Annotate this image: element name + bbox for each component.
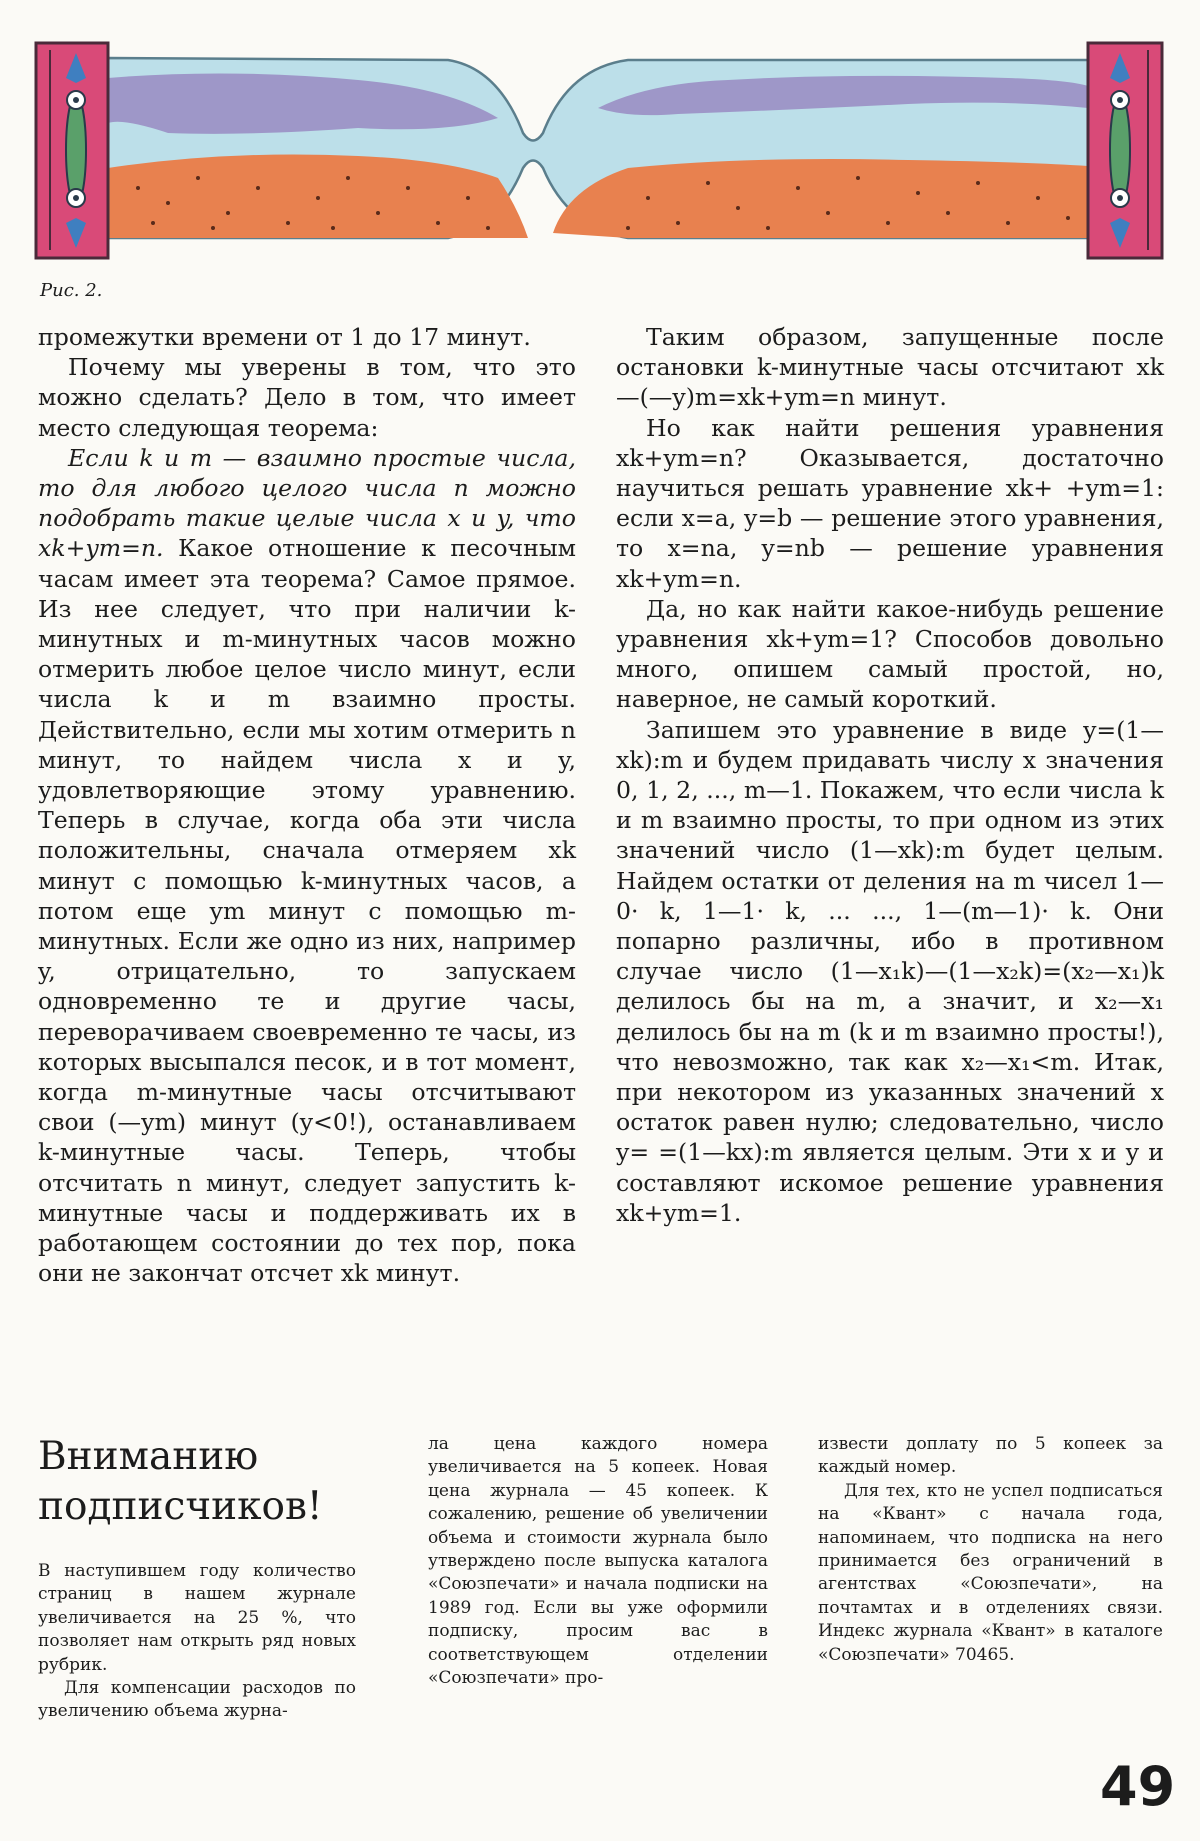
paragraph: Таким образом, запущенные после остановки k-минутные часы отсчитают xk—(—y)m=xk+ym=n минут. bbox=[616, 323, 1164, 412]
article-column-1 bbox=[38, 322, 576, 1289]
notice-column-3 bbox=[818, 1433, 1163, 1667]
article-column-2 bbox=[616, 322, 1164, 1228]
notice-column-1 bbox=[38, 1560, 356, 1724]
notice-title: Вниманию подписчиков! bbox=[38, 1434, 323, 1529]
notice-column-2 bbox=[428, 1433, 768, 1690]
paragraph: Но как найти решения уравнения xk+ym=n? Оказывается, достаточно научиться решать уравнение xk+ +ym=1: если x=a, y=b — решение этого уравнения, то x=na, y=nb — решение уравнения xk+ym=n. bbox=[616, 413, 1164, 593]
paragraph: Для компенсации расходов по увеличению объема журна- bbox=[38, 1678, 356, 1722]
paragraph: промежутки времени от 1 до 17 минут. bbox=[38, 323, 531, 351]
paragraph: Для тех, кто не успел подписаться на «Квант» с начала года, напоминаем, что подписка на него принимается без ограничений в агентствах «Союзпечати», на почтамтах и в отделениях связи. Индекс журнала «Квант» в каталоге «Союзпечати» 70465. bbox=[818, 1480, 1163, 1665]
paragraph: Запишем это уравнение в виде y=(1—xk):m и будем придавать числу x значения 0, 1, 2, ..., m—1. Покажем, что если числа k и m взаимно просты, то при одном из этих значений число (1—xk):m будет целым. Найдем остатки от деления на m чисел 1—0· k, 1—1· k, ... ..., 1—(m—1)· k. Они попарно различны, ибо в противном случае число (1—x₁k)—(1—x₂k)=(x₂—x₁)k делилось бы на m, а значит, и x₂—x₁ делилось бы на m (k и m взаимно просты!), что невозможно, так как x₂—x₁<m. Итак, при некотором из указанных значений x остаток равен нулю; следовательно, число y= =(1—kx):m является целым. Эти x и y и составляют искомое решение уравнения xk+ym=1. bbox=[616, 715, 1164, 1227]
paragraph: ла цена каждого номера увеличивается на 5 копеек. Новая цена журнала — 45 копеек. К сожалению, решение об увеличении объема и стоимости журнала было утверждено после выпуска каталога «Союзпечати» и начала подписки на 1989 год. Если вы уже оформили подписку, просим вас в соответствующем отделении «Союзпечати» про- bbox=[428, 1434, 768, 1689]
hourglass-illustration bbox=[28, 38, 1170, 268]
paragraph: Да, но как найти какое-нибудь решение уравнения xk+ym=1? Способов довольно много, опишем самый простой, но, наверное, не самый короткий. bbox=[616, 594, 1164, 714]
figure-caption: Рис. 2. bbox=[40, 280, 103, 301]
theorem-paragraph bbox=[38, 443, 576, 1289]
paragraph: извести доплату по 5 копеек за каждый номер. bbox=[818, 1434, 1163, 1478]
paragraph: Почему мы уверены в том, что это можно сделать? Дело в том, что имеет место следующая теорема: bbox=[38, 353, 576, 442]
paragraph: В наступившем году количество страниц в нашем журнале увеличивается на 25 %, что позволяет нам открыть ряд новых рубрик. bbox=[38, 1561, 356, 1675]
page-number: 49 bbox=[1100, 1755, 1176, 1818]
right-sand bbox=[553, 159, 1088, 238]
paragraph-text: Какое отношение к песочным часам имеет эта теорема? Самое прямое. Из нее следует, что при наличии k-минутных и m-минутных часов можно отмерить любое целое число минут, если числа k и m взаимно просты. Действительно, если мы хотим отмерить n минут, то найдем числа x и y, удовлетворяющие этому уравнению. Теперь в случае, когда оба эти числа положительны, сначала отмеряем xk минут с помощью k-минутных часов, а потом еще ym минут с помощью m-минутных. Если же одно из них, например y, отрицательно, то запускаем одновременно те и другие часы, переворачиваем своевременно те часы, из которых высыпался песок, и в тот момент, когда m-минутные часы отсчитывают свои (—ym) минут (y<0!), останавливаем k-минутные часы. Теперь, чтобы отсчитать n минут, следует запустить k-минутные часы и поддерживать их в работающем состоянии до тех пор, пока они не закончат отсчет xk минут. bbox=[38, 534, 576, 1288]
theorem-text: Если k и m — взаимно простые числа, то для любого целого числа n можно подобрать такие целые числа x и y, что xk+ym=n. bbox=[38, 443, 576, 563]
